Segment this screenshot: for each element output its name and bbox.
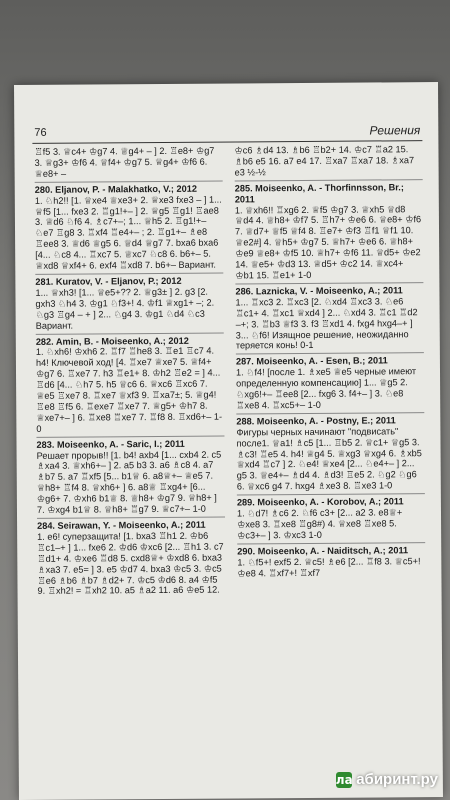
problem-moves: 1. ♘h2!! [1. ♕xe4 ♕xe3+ 2. ♕xe3 fxe3 – ] 1... ♕f5 [1... fxe3 2. ♖g1!+– ] 2. ♕g5 ♖g1! ♖ae8 3. ♕d6 ♘f6 4. ♗c7+–; 1... ♕h5 2. ♖g1!+– ♘e7 ♖g8 3. ♖xf4 ♖e4+– ; 2. ♖g1+– ♗e8 ♖ee8 3. ♕d6 ♕g5 6. ♕d4 ♕g7 7. bxa6 bxa6 [4... ♘c8 4... ♖xc7 5. ♕xc7 ♘c8 6. b6+– 5. ♕xd8 ♕xf4+ 6. exf4 ♖xd8 7. b6+– Вариант. [34,194,222,271]
book-page [14,82,443,800]
problem-block [35,180,224,272]
problem-title: 285. Moiseenko, A. - Thorfinnsson, Br.; 2011 [235,179,423,205]
problem-title: 284. Seirawan, Y. - Moiseenko, A.; 2011 [37,517,225,532]
problem-block [236,352,424,411]
problem-title: 287. Moiseenko, A. - Esen, B.; 2011 [236,352,424,367]
watermark-text: абиринт.ру [356,771,438,788]
problem-title: 286. Laznicka, V. - Moiseenko, A.; 2011 [235,282,423,297]
right-column [234,144,425,580]
problem-title: 288. Moiseenko, A. - Postny, E.; 2011 [236,412,424,427]
page-header [32,122,422,144]
problem-block [235,179,424,281]
problem-moves: 1. ♕xh6!! ♖xg6 2. ♕f5 ♔g7 3. ♕xh5 ♕d8 ♕d4 4. ♕h8+ ♔f7 5. ♖h7+ ♔e6 6. ♕e8+ ♔f6 7. ♕d7+ ♕f5 ♕f4 8. ♖e7+ ♔f3 ♖f1 ♕f1 10. ♕e2#] 4. ♕h5+ ♔g7 5. ♕h7+ ♔e6 6. ♕h8+ ♔e9 ♕e8+ ♔f5 10. ♕h7+ ♔f6 11. ♕d5+ ♔e2 14. ♕e5+ ♔d3 13. ♕d5+ ♔c2 14. ♕xc4+ ♔b1 15. ♖e1+ 1-0 [234,203,422,281]
watermark [336,771,438,788]
watermark-logo: ла [335,772,353,787]
problem-title: 280. Eljanov, P. - Malakhatko, V.; 2012 [35,180,223,195]
problem-moves: 1. ♘f4! [после 1. ♗xe5 ♕e5 черные имеют определенную компенсацию] 1... ♕g5 2. ♘xg6!+– ♖ee8 [2... fxg6 3. f4+– ] 3. ♘e8 ♖xe8 4. ♖xc5+– 1-0 [235,366,417,411]
problem-moves: Решает прорыв!! [1. b4! axb4 [1... cxb4 2. c5 ♗xa4 3. ♕xh6+– ] 2. a5 b3 3. a6 ♗c8 4. a7 ♗b7 5. a7 ♖xf5 [5... b1♕ 6. a8♕+– ♕e5 7. ♕h8+ ♖f4 8. ♕xh6+ ] 6. a8♕ ♖xg4+ [6... ♔g6+ 7. ♔xh6 b1♕ 8. ♕h8+ ♔g7 9. ♕h8+ ] 7. ♔xg4 b1♕ 8. ♕h8+ ♖g7 9. ♕c7+– 1-0 [36,449,222,515]
problem-block [235,282,423,352]
problem-moves: 1... ♖xc3 2. ♖xc3 [2. ♘xd4 ♖xc3 3. ♘e6 ♖c1+ 4. ♖xc1 ♕xd4 ] 2... ♘xd4 3. ♖c1 ♖d2 –+; 3. ♖b3 ♕f3 3. f3 ♖xd1 4. fxg4 hxg4–+ ] 3... ♘f6! Изящное решение, неожиданно теряется конь! 0-1 [235,296,418,351]
problem-title: 283. Moiseenko, A. - Saric, I.; 2011 [36,435,224,450]
problem-block [34,146,222,180]
problem-block [36,332,225,434]
problem-moves: 1. e6! суперзащита! [1. bxa3 ♖h1 2. ♔b6 ♖c1–+ ] 1... fxe6 2. ♔d6 ♔xc6 [2... ♖h1 3. c7 ♖d1+ 4. ♔xe6 ♖d8 5. cxd8♕+ ♔xd8 6. bxa3 ♗xa3 7. e5= ] 3. e5 ♔d7 4. bxa3 ♔c5 3. ♔c5 ♖e6 ♗b6 ♗b7 ♗d2+ 7. ♔c5 ♔d6 8. a4 ♔f5 9. ♖xh2! = ♖xh2 10. a5 ♗a2 11. a6 ♔e5 12. [37,530,224,597]
left-column [34,146,225,599]
problem-moves: ♖f5 3. ♕c4+ ♔g7 4. ♕g4+ – ] 2. ♖e8+ ♔g7 3. ♕g3+ ♔f6 4. ♕f4+ ♔g7 5. ♕g4+ ♔f6 6. ♕e8+ – [34,145,215,179]
section-title: Решения [369,123,421,138]
problem-moves: 1. ♘d7! ♗c6 2. ♘f6 c3+ [2... a2 3. e8♕+ ♔xe8 3. ♖xe8 ♖g8#) 4. ♕xe8 ♖xe8 5. ♔c3+– ] 3. ♔xc3 1-0 [236,507,403,541]
problem-title: 282. Amin, B. - Moiseenko, A.; 2012 [36,332,224,347]
problem-block [237,542,425,579]
problem-block [36,435,225,516]
problem-title: 289. Moiseenko, A. - Korobov, A.; 2011 [237,493,425,508]
problem-moves: 1. ♘f5+! exf5 2. ♕c5! ♗e6 [2... ♖f8 3. ♕c5+! ♔e8 4. ♖xf7+! ♖xf7 [237,555,421,579]
page-number: 76 [34,126,47,139]
problem-block [35,273,223,332]
problem-moves: ♔c6 ♗d4 13. ♗b6 ♖b2+ 14. ♔c7 ♖a2 15. ♗b6 e5 16. a7 e4 17. ♖xa7 ♖xa7 18. ♗xa7 e3 ½-½ [234,144,415,178]
problem-block [236,412,425,493]
problem-moves: 1. ♘xh6! ♔xh6 2. ♖f7 ♖he8 3. ♖e1 ♖c7 4. h4! Ключевой ход! [4. ♖xe7 ♕xe7 5. ♕f4+ ♔g7 6. ♖xe7 7. h3 ♖e1+ 8. ♔h2 ♖e2 = ] 4... ♖d6 [4... ♘h7 5. h5 ♕c6 6. ♕xc6 ♖xc6 7. ♕e5 ♖xe7 8. ♖xe7 ♕xf3 9. ♖xa7±; 5. ♕g4! ♖e8 ♖f5 6. ♖exe7 ♖xe7 7. ♕g5+ ♔h7 8. ♕xe7+– ] 6. ♖xe8 ♖xe7 7. ♖f8 8. ♖xd6+– 1-0 [35,346,223,434]
problem-title: 281. Kuratov, V. - Eljanov, P.; 2012 [35,273,223,288]
problem-block [234,144,422,178]
problem-block [37,517,226,598]
problem-moves: 1... ♕xh3! [1... ♕e5+?? 2. ♕g3± ] 2. g3 [2. gxh3 ♘h4 3. ♔g1 ♘f3+! 4. ♔f1 ♕xg1+ –; 2. ♘g3 ♖g4 – + ] 2... ♘g4 3. ♔g1 ♘d4 ♘c3 Вариант. [35,286,215,331]
problem-moves: Фигуры черных начинают "подвисать" после1. ♕a1! ♗c5 [1... ♖b5 2. ♕c1+ ♕g5 3. ♗c3! ♖e5 4. h4! ♕g4 5. ♕xg3 ♕xg4 6. ♗xb5 ♕xd4 ♖c7 ] 2. ♘e4! ♕xe4 [2... ♘e4+– ] 2... g5 3. ♕e4+– ♗d4 4. ♗d3! ♖e5 2. ♘g2 ♘g6 6. ♕xc6 g4 7. hxg4 ♗xe3 8. ♖xe3 1-0 [236,426,422,492]
problem-block [237,493,425,541]
problem-title: 290. Moiseenko, A. - Naiditsch, A.; 2011 [237,542,425,557]
